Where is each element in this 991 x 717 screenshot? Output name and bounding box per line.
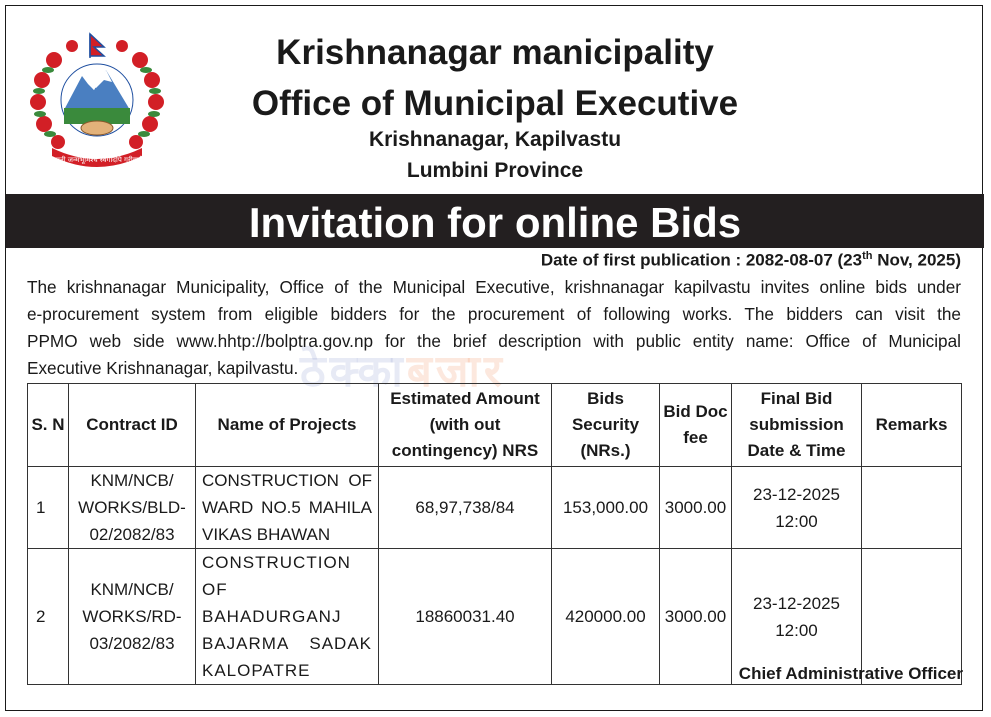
submission-time: 12:00 bbox=[775, 511, 818, 531]
cell-amount: 18860031.40 bbox=[379, 549, 552, 685]
office-address: Krishnanagar, Kapilvastu bbox=[368, 128, 622, 151]
table-header-row bbox=[28, 384, 962, 467]
intro-line-3: PPMO web side www.hhtp://bolptra.gov.np for the brief description with public entity name: Office of Municipal bbox=[27, 331, 961, 351]
header-security: Bids Security (NRs.) bbox=[552, 384, 660, 467]
header-fee: Bid Doc fee bbox=[660, 384, 732, 467]
watermark-part2: बजार bbox=[406, 347, 506, 396]
contract-id-line: 03/2082/83 bbox=[89, 634, 175, 653]
header-remarks: Remarks bbox=[862, 384, 962, 467]
cell-security: 153,000.00 bbox=[552, 467, 660, 549]
cell-fee: 3000.00 bbox=[660, 549, 732, 685]
office-name: Office of Municipal Executive bbox=[251, 84, 739, 123]
cell-fee: 3000.00 bbox=[660, 467, 732, 549]
cell-remarks bbox=[862, 467, 962, 549]
contract-id-line: WORKS/BLD- bbox=[78, 498, 186, 517]
bids-table bbox=[27, 383, 962, 685]
submission-date: 23-12-2025 bbox=[753, 484, 840, 504]
header-sn: S. N bbox=[28, 384, 69, 467]
intro-line-2: e-procurement system from eligible bidders for the procurement of following works. The bidders can visit the bbox=[27, 304, 961, 324]
notice-title: Invitation for online Bids bbox=[248, 199, 742, 246]
header-submission: Final Bid submission Date & Time bbox=[732, 384, 862, 467]
header-project: Name of Projects bbox=[196, 384, 379, 467]
emblem-motto: जननी जन्मभूमिश्च स्वर्गादपि गरीयसी bbox=[50, 156, 144, 164]
publication-date-suffix: Nov, 2025) bbox=[872, 250, 961, 270]
publication-date-sup: th bbox=[862, 250, 873, 262]
cell-contract-id bbox=[69, 549, 196, 685]
municipality-name: Krishnanagar manicipality bbox=[276, 33, 714, 72]
submission-date: 23-12-2025 bbox=[753, 593, 840, 613]
nepal-emblem-icon bbox=[24, 30, 170, 168]
contract-id-line: 02/2082/83 bbox=[89, 525, 175, 544]
watermark-part1: ठेक्का bbox=[300, 347, 407, 396]
cell-sn: 2 bbox=[28, 549, 69, 685]
notice-title-banner bbox=[6, 194, 984, 248]
cell-contract-id bbox=[69, 467, 196, 549]
publication-date-prefix: Date of first publication : 2082-08-07 (23 bbox=[540, 250, 863, 270]
header-amount: Estimated Amount (with out contingency) NRS bbox=[379, 384, 552, 467]
cell-security: 420000.00 bbox=[552, 549, 660, 685]
table-row bbox=[28, 467, 962, 549]
contract-id-line: KNM/NCB/ bbox=[90, 471, 174, 490]
contract-id-line: KNM/NCB/ bbox=[90, 580, 174, 599]
cell-amount: 68,97,738/84 bbox=[379, 467, 552, 549]
contract-id-line: WORKS/RD- bbox=[82, 607, 182, 626]
header-contract-id: Contract ID bbox=[69, 384, 196, 467]
cell-project: CONSTRUCTION OF WARD NO.5 MAHILA VIKAS BHAWAN bbox=[196, 467, 379, 549]
publication-date bbox=[541, 250, 961, 271]
cell-sn: 1 bbox=[28, 467, 69, 549]
cell-project: CONSTRUCTION OF BAHADURGANJ BAJARMA SADAK KALOPATRE bbox=[196, 549, 379, 685]
intro-paragraph bbox=[27, 274, 961, 382]
intro-line-1: The krishnanagar Municipality, Office of the Municipal Executive, krishnanagar kapilvastu invites online bids under bbox=[27, 277, 961, 297]
submission-time: 12:00 bbox=[775, 620, 818, 640]
province-name: Lumbini Province bbox=[406, 159, 584, 182]
signatory-title: Chief Administrative Officer bbox=[738, 664, 963, 683]
intro-line-4: Executive Krishnanagar, kapilvastu. bbox=[27, 358, 299, 378]
cell-submission bbox=[732, 467, 862, 549]
